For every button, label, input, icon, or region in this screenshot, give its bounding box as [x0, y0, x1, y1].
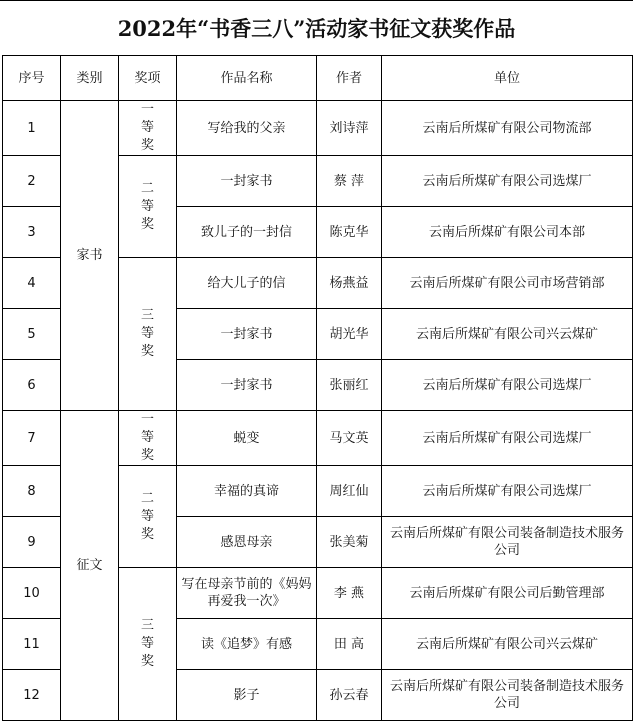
row-no: 4 — [3, 258, 61, 309]
category-label: 家书 — [76, 248, 103, 263]
row-author: 孙云春 — [317, 670, 382, 721]
award-label: 一等奖 — [140, 412, 154, 463]
awards-table — [2, 55, 633, 721]
row-unit: 云南后所煤矿有限公司兴云煤矿 — [382, 619, 633, 670]
header-award: 奖项 — [119, 56, 177, 101]
row-unit: 云南后所煤矿有限公司选煤厂 — [382, 156, 633, 207]
award-label: 一等奖 — [140, 102, 154, 153]
award-cell — [119, 466, 177, 568]
row-work: 一封家书 — [177, 360, 317, 411]
row-no: 9 — [3, 517, 61, 568]
row-author: 李 燕 — [317, 568, 382, 619]
row-author: 张美菊 — [317, 517, 382, 568]
row-author: 田 高 — [317, 619, 382, 670]
row-no: 2 — [3, 156, 61, 207]
row-no: 7 — [3, 411, 61, 466]
row-author: 刘诗萍 — [317, 101, 382, 156]
row-no: 11 — [3, 619, 61, 670]
header-unit: 单位 — [382, 56, 633, 101]
row-unit: 云南后所煤矿有限公司本部 — [382, 207, 633, 258]
row-work — [177, 568, 317, 619]
header-row — [3, 56, 633, 101]
row-work: 读《追梦》有感 — [177, 619, 317, 670]
row-work: 影子 — [177, 670, 317, 721]
row-unit: 云南后所煤矿有限公司选煤厂 — [382, 466, 633, 517]
award-cell — [119, 568, 177, 721]
row-unit — [382, 517, 633, 568]
award-cell — [119, 411, 177, 466]
row-work: 一封家书 — [177, 156, 317, 207]
row-no: 1 — [3, 101, 61, 156]
row-no: 8 — [3, 466, 61, 517]
category-label: 征文 — [76, 558, 103, 573]
award-label: 三等奖 — [140, 308, 154, 359]
row-unit: 云南后所煤矿有限公司选煤厂 — [382, 411, 633, 466]
row-author: 马文英 — [317, 411, 382, 466]
row-unit: 云南后所煤矿有限公司兴云煤矿 — [382, 309, 633, 360]
row-work: 一封家书 — [177, 309, 317, 360]
row-work: 致儿子的一封信 — [177, 207, 317, 258]
row-unit: 云南后所煤矿有限公司物流部 — [382, 101, 633, 156]
category-cell — [61, 101, 119, 411]
row-unit-text: 云南后所煤矿有限公司装备制造技术服务公司 — [389, 526, 624, 558]
row-unit: 云南后所煤矿有限公司后勤管理部 — [382, 568, 633, 619]
award-cell — [119, 156, 177, 258]
table-row — [3, 101, 633, 156]
row-unit — [382, 670, 633, 721]
header-category: 类别 — [61, 56, 119, 101]
header-work: 作品名称 — [177, 56, 317, 101]
row-work: 写给我的父亲 — [177, 101, 317, 156]
award-cell — [119, 258, 177, 411]
row-no: 12 — [3, 670, 61, 721]
row-author: 杨燕益 — [317, 258, 382, 309]
row-author: 张丽红 — [317, 360, 382, 411]
row-author: 陈克华 — [317, 207, 382, 258]
row-no: 3 — [3, 207, 61, 258]
row-work: 给大儿子的信 — [177, 258, 317, 309]
award-label: 二等奖 — [140, 490, 154, 542]
table-row — [3, 411, 633, 466]
row-unit-text: 云南后所煤矿有限公司装备制造技术服务公司 — [389, 679, 624, 711]
row-author: 周红仙 — [317, 466, 382, 517]
row-work: 幸福的真谛 — [177, 466, 317, 517]
award-label: 二等奖 — [140, 180, 154, 232]
category-cell — [61, 411, 119, 721]
award-label: 三等奖 — [140, 618, 154, 669]
row-author: 蔡 萍 — [317, 156, 382, 207]
row-author: 胡光华 — [317, 309, 382, 360]
row-no: 6 — [3, 360, 61, 411]
row-no: 10 — [3, 568, 61, 619]
row-unit: 云南后所煤矿有限公司选煤厂 — [382, 360, 633, 411]
row-work: 感恩母亲 — [177, 517, 317, 568]
row-unit: 云南后所煤矿有限公司市场营销部 — [382, 258, 633, 309]
row-no: 5 — [3, 309, 61, 360]
award-cell — [119, 101, 177, 156]
page-title: 2022年“书香三八”活动家书征文获奖作品 — [0, 0, 633, 55]
header-author: 作者 — [317, 56, 382, 101]
row-work: 蜕变 — [177, 411, 317, 466]
header-no: 序号 — [3, 56, 61, 101]
row-work-text: 写在母亲节前的《妈妈再爱我一次》 — [181, 577, 312, 609]
